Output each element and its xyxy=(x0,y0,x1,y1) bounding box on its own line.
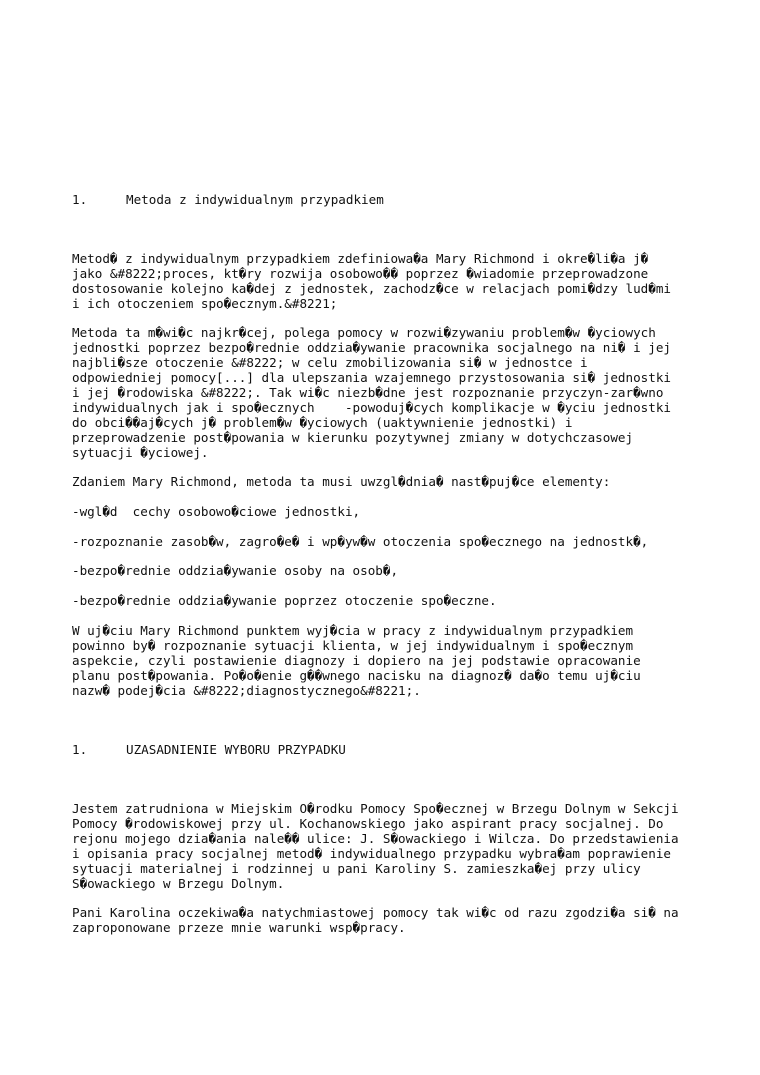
section-2-heading xyxy=(72,742,346,757)
paragraph-client-expectation: Pani Karolina oczekiwa�a natychmiastowej pomocy tak wi�c od razu zgodzi�a si� na zaproponowane przeze mnie warunki wsp�pracy. xyxy=(72,905,679,935)
list-item-environment-influence: -bezpo�rednie oddzia�ywanie poprzez otoczenie spo�eczne. xyxy=(72,593,497,608)
section-2-number: 1. xyxy=(72,742,88,757)
list-item-personality: -wgl�d cechy osobowo�ciowe jednostki, xyxy=(72,504,361,519)
section-1-number: 1. xyxy=(72,192,88,207)
section-1-heading xyxy=(72,192,384,207)
paragraph-elements-intro: Zdaniem Mary Richmond, metoda ta musi uwzgl�dnia� nast�puj�ce elementy: xyxy=(72,474,611,489)
paragraph-employment: Jestem zatrudniona w Miejskim O�rodku Pomocy Spo�ecznej w Brzegu Dolnym w Sekcji Pomocy �rodowiskowej przy ul. Kochanowskiego jako aspirant pracy socjalnej. Do rejonu mojego dzia�ania nale�� ulice: J. S�owackiego i Wilcza. Do przedstawienia i opisania pracy socjalnej metod� indywidualnego przypadku wybra�am poprawienie sytuacji materialnej i rodzinnej u pani Karoliny S. zamieszka�ej przy ulicy S�owackiego w Brzegu Dolnym. xyxy=(72,801,679,891)
list-item-resources: -rozpoznanie zasob�w, zagro�e� i wp�yw�w otoczenia spo�ecznego na jednostk�, xyxy=(72,534,649,549)
list-item-direct-influence: -bezpo�rednie oddzia�ywanie osoby na osob�, xyxy=(72,563,399,578)
paragraph-definition: Metod� z indywidualnym przypadkiem zdefiniowa�a Mary Richmond i okre�li�a j� jako &#8222;proces, kt�ry rozwija osobowo�� poprzez �wiadomie przeprowadzone dostosowanie kolejno ka�dej z jednostek, zachodz�ce w relacjach pomi�dzy lud�mi i ich otoczeniem spo�ecznym.&#8221; xyxy=(72,251,671,311)
section-1-title: Metoda z indywidualnym przypadkiem xyxy=(126,192,384,207)
paragraph-diagnosis: W uj�ciu Mary Richmond punktem wyj�cia w pracy z indywidualnym przypadkiem powinno by� rozpoznanie sytuacji klienta, w jej indywidualnym i spo�ecznym aspekcie, czyli postawienie diagnozy i dopiero na jej podstawie opracowanie planu post�powania. Po�o�enie g��wnego nacisku na diagnoz� da�o temu uj�ciu nazw� podej�cia &#8222;diagnostycznego&#8221;. xyxy=(72,623,641,698)
section-2-title: UZASADNIENIE WYBORU PRZYPADKU xyxy=(126,742,346,757)
paragraph-method-description: Metoda ta m�wi�c najkr�cej, polega pomocy w rozwi�zywaniu problem�w �yciowych jednostki poprzez bezpo�rednie oddzia�ywanie pracownika socjalnego na ni� i jej najbli�sze otoczenie &#8222; w celu zmobilizowania si� w jednostce i odpowiedniej pomocy[...] dla ulepszania wzajemnego przystosowania si� jednostki i jej �rodowiska &#8222;. Tak wi�c niezb�dne jest rozpoznanie przyczyn-zar�wno indywidualnych jak i spo�ecznych -powoduj�cych komplikacje w �yciu jednostki do obci��aj�cych j� problem�w �yciowych (uaktywnienie jednostki) i przeprowadzenie post�powania w kierunku pozytywnej zmiany w dotychczasowej sytuacji �yciowej. xyxy=(72,325,671,460)
